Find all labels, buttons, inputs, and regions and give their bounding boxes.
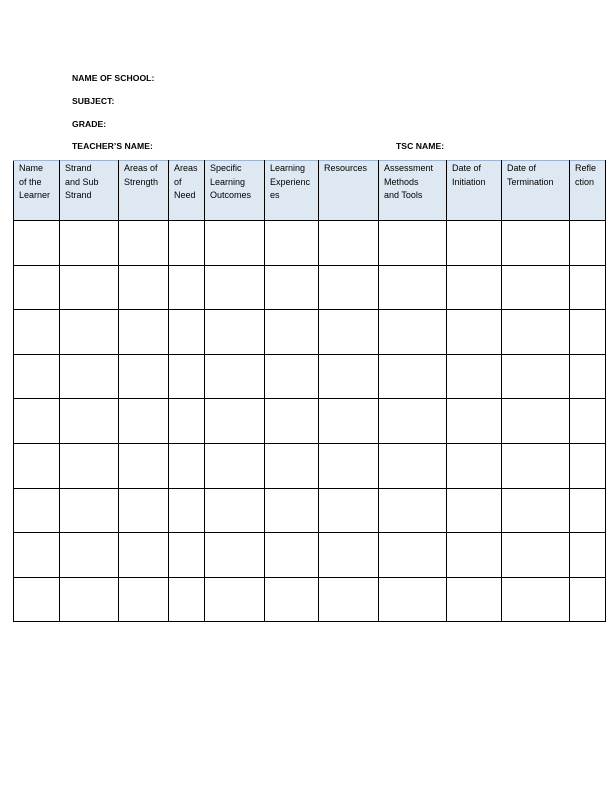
table-cell[interactable]: [502, 399, 570, 444]
teacher-name-label: TEACHER’S NAME:: [72, 141, 153, 151]
table-cell[interactable]: [265, 488, 319, 533]
table-row: [14, 221, 606, 266]
table-cell[interactable]: [205, 265, 265, 310]
table-row: [14, 488, 606, 533]
table-cell[interactable]: [14, 488, 60, 533]
table-cell[interactable]: [60, 533, 119, 578]
table-cell[interactable]: [319, 488, 379, 533]
table-cell[interactable]: [205, 399, 265, 444]
table-row: [14, 577, 606, 622]
table-cell[interactable]: [119, 577, 169, 622]
table-cell[interactable]: [169, 354, 205, 399]
table-cell[interactable]: [119, 533, 169, 578]
table-cell[interactable]: [502, 533, 570, 578]
col-header-date-initiation: Date of Initiation: [447, 161, 502, 221]
table-cell[interactable]: [319, 310, 379, 355]
table-cell[interactable]: [502, 577, 570, 622]
table-cell[interactable]: [379, 310, 447, 355]
table-cell[interactable]: [265, 354, 319, 399]
table-cell[interactable]: [265, 443, 319, 488]
tsc-name-label: TSC NAME:: [396, 141, 445, 151]
table-cell[interactable]: [447, 265, 502, 310]
table-cell[interactable]: [119, 399, 169, 444]
table-cell[interactable]: [502, 310, 570, 355]
table-cell[interactable]: [265, 577, 319, 622]
table-cell[interactable]: [319, 533, 379, 578]
table-cell[interactable]: [379, 221, 447, 266]
col-header-strand: Strand and Sub Strand: [60, 161, 119, 221]
table-cell[interactable]: [379, 443, 447, 488]
table-cell[interactable]: [502, 221, 570, 266]
table-cell[interactable]: [14, 533, 60, 578]
col-header-areas-of-strength: Areas of Strength: [119, 161, 169, 221]
learner-plan-table: [13, 160, 606, 622]
table-cell[interactable]: [447, 221, 502, 266]
table-row: [14, 310, 606, 355]
table-cell[interactable]: [502, 488, 570, 533]
col-header-areas-of-need: Areas of Need: [169, 161, 205, 221]
table-cell[interactable]: [319, 354, 379, 399]
table-cell[interactable]: [119, 221, 169, 266]
table-cell[interactable]: [447, 399, 502, 444]
col-header-assessment: Assessment Methods and Tools: [379, 161, 447, 221]
table-cell[interactable]: [169, 533, 205, 578]
table-row: [14, 354, 606, 399]
table-cell[interactable]: [570, 399, 606, 444]
table-cell[interactable]: [319, 265, 379, 310]
table-row: [14, 443, 606, 488]
col-header-resources: Resources: [319, 161, 379, 221]
table-cell[interactable]: [447, 488, 502, 533]
table-cell[interactable]: [169, 577, 205, 622]
table-cell[interactable]: [265, 265, 319, 310]
table-cell[interactable]: [169, 488, 205, 533]
table-body: [14, 221, 606, 622]
table-cell[interactable]: [60, 310, 119, 355]
table-cell[interactable]: [265, 533, 319, 578]
table-cell[interactable]: [319, 443, 379, 488]
subject-label: SUBJECT:: [72, 96, 115, 106]
table-cell[interactable]: [119, 354, 169, 399]
table-cell[interactable]: [265, 221, 319, 266]
table-cell[interactable]: [570, 354, 606, 399]
table-row: [14, 399, 606, 444]
table-cell[interactable]: [60, 354, 119, 399]
table-cell[interactable]: [570, 265, 606, 310]
school-name-label: NAME OF SCHOOL:: [72, 73, 155, 83]
table-cell[interactable]: [169, 310, 205, 355]
table-cell[interactable]: [379, 354, 447, 399]
table-cell[interactable]: [319, 221, 379, 266]
table-cell[interactable]: [60, 399, 119, 444]
table-cell[interactable]: [14, 577, 60, 622]
table-cell[interactable]: [14, 354, 60, 399]
table-cell[interactable]: [570, 443, 606, 488]
table-cell[interactable]: [502, 354, 570, 399]
table-cell[interactable]: [379, 265, 447, 310]
grade-label: GRADE:: [72, 119, 107, 129]
table-cell[interactable]: [265, 310, 319, 355]
table-cell[interactable]: [169, 443, 205, 488]
col-header-learning-experiences: Learning Experienc es: [265, 161, 319, 221]
table-cell[interactable]: [169, 399, 205, 444]
table-cell[interactable]: [570, 488, 606, 533]
table-cell[interactable]: [205, 488, 265, 533]
table-cell[interactable]: [502, 443, 570, 488]
table-row: [14, 265, 606, 310]
col-header-learning-outcomes: Specific Learning Outcomes: [205, 161, 265, 221]
table-cell[interactable]: [570, 577, 606, 622]
table-cell[interactable]: [319, 399, 379, 444]
col-header-learner-name: Name of the Learner: [14, 161, 60, 221]
table-cell[interactable]: [205, 354, 265, 399]
table-cell[interactable]: [60, 221, 119, 266]
table-cell[interactable]: [14, 310, 60, 355]
table-cell[interactable]: [60, 443, 119, 488]
col-header-reflection: Refle ction: [570, 161, 606, 221]
table-cell[interactable]: [319, 577, 379, 622]
table-cell[interactable]: [169, 265, 205, 310]
table-cell[interactable]: [205, 443, 265, 488]
table-cell[interactable]: [265, 399, 319, 444]
table-cell[interactable]: [60, 577, 119, 622]
table-cell[interactable]: [60, 488, 119, 533]
table-cell[interactable]: [570, 221, 606, 266]
table-row: [14, 533, 606, 578]
table-cell[interactable]: [570, 533, 606, 578]
col-header-date-termination: Date of Termination: [502, 161, 570, 221]
table-cell[interactable]: [169, 221, 205, 266]
table-cell[interactable]: [119, 443, 169, 488]
table-cell[interactable]: [119, 265, 169, 310]
table-cell[interactable]: [14, 399, 60, 444]
table-cell[interactable]: [379, 488, 447, 533]
table-cell[interactable]: [60, 265, 119, 310]
table-cell[interactable]: [205, 533, 265, 578]
table-cell[interactable]: [205, 310, 265, 355]
table-cell[interactable]: [447, 354, 502, 399]
table-cell[interactable]: [205, 221, 265, 266]
table-cell[interactable]: [447, 533, 502, 578]
table-cell[interactable]: [502, 265, 570, 310]
table-cell[interactable]: [119, 488, 169, 533]
table-cell[interactable]: [119, 310, 169, 355]
table-header-row: [14, 161, 606, 221]
table-cell[interactable]: [570, 310, 606, 355]
table-cell[interactable]: [447, 577, 502, 622]
table-cell[interactable]: [205, 577, 265, 622]
table-cell[interactable]: [447, 310, 502, 355]
table-cell[interactable]: [379, 399, 447, 444]
table-cell[interactable]: [14, 221, 60, 266]
table-cell[interactable]: [14, 265, 60, 310]
table-cell[interactable]: [14, 443, 60, 488]
table-cell[interactable]: [447, 443, 502, 488]
table-cell[interactable]: [379, 577, 447, 622]
table-cell[interactable]: [379, 533, 447, 578]
